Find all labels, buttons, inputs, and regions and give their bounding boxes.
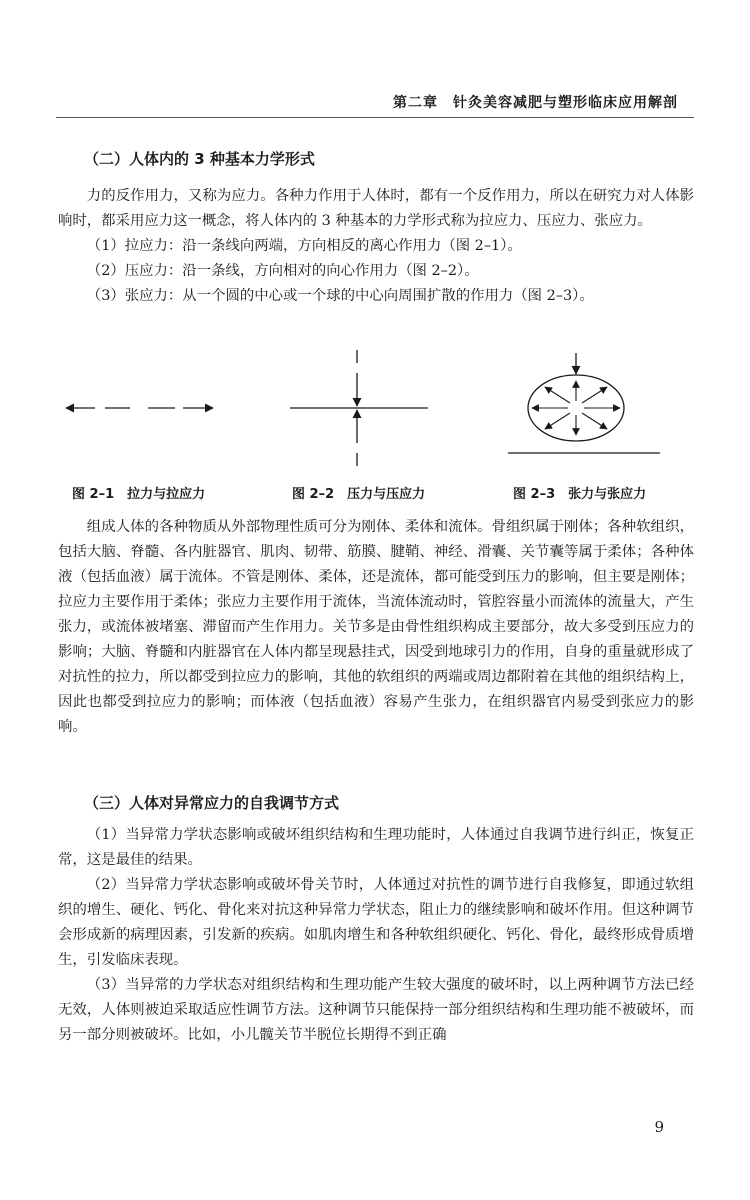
item-compressive-stress: （2）压应力：沿一条线，方向相对的向心作用力（图 2–2）。 <box>86 263 479 279</box>
fig3-arrow-upright <box>582 387 607 403</box>
figure-2-1-caption: 图 2–1 拉力与拉应力 <box>72 487 206 502</box>
figure-2-2-diagram <box>290 350 428 466</box>
page-number: 9 <box>654 1118 664 1136</box>
figure-2-3-diagram <box>508 353 660 453</box>
header-rule <box>56 117 694 118</box>
regulation-item-1: （1）当异常力学状态影响或破坏组织结构和生理功能时，人体通过自我调节进行纠正，恢复正常，这是最佳的结果。 <box>58 827 694 868</box>
section-title-3: （三）人体对异常应力的自我调节方式 <box>84 794 340 812</box>
figure-2-3-caption: 图 2–3 张力与张应力 <box>513 487 647 502</box>
regulation-item-3: （3）当异常的力学状态对组织结构和生理功能产生较大强度的破坏时，以上两种调节方法已经无效，人体则被迫采取适应性调节方法。这种调节只能保持一部分组织结构和生理功能不被破坏，而另一部分则被破坏。比如，小儿髋关节半脱位长期得不到正确 <box>58 977 694 1043</box>
section-3-text <box>58 823 694 1048</box>
fig3-arrow-downleft <box>545 413 570 429</box>
figure-2-2-caption: 图 2–2 压力与压应力 <box>292 487 426 502</box>
body-text <box>58 515 694 740</box>
item-tensile-stress: （1）拉应力：沿一条线向两端，方向相反的离心作用力（图 2–1）。 <box>86 238 522 254</box>
intro-paragraph: 力的反作用力，又称为应力。各种力作用于人体时，都有一个反作用力，所以在研究力对人体影响时，都采用应力这一概念，将人体内的 3 种基本的力学形式称为拉应力、压应力、张应力。 <box>58 188 694 229</box>
item-tension-stress: （3）张应力：从一个圆的中心或一个球的中心向周围扩散的作用力（图 2–3）。 <box>86 288 594 304</box>
regulation-item-2: （2）当异常力学状态影响或破坏骨关节时，人体通过对抗性的调节进行自我修复，即通过软组织的增生、硬化、钙化、骨化来对抗这种异常力学状态，阻止力的继续影响和破坏作用。但这种调节会形成新的病理因素，引发新的疾病。如肌肉增生和各种软组织硬化、钙化、骨化，最终形成骨质增生，引发临床表现。 <box>58 877 694 968</box>
fig3-arrow-upleft <box>545 387 570 403</box>
fig3-arrow-downright <box>582 413 607 429</box>
section-title-2: （二）人体内的 3 种基本力学形式 <box>84 150 315 168</box>
body-paragraph: 组成人体的各种物质从外部物理性质可分为刚体、柔体和流体。骨组织属于刚体；各种软组织，包括大脑、脊髓、各内脏器官、肌肉、韧带、筋膜、腱鞘、神经、滑囊、关节囊等属于柔体；各种体液（包括血液）属于流体。不管是刚体、柔体，还是流体，都可能受到压力的影响，但主要是刚体；拉应力主要作用于柔体；张应力主要作用于流体，当流体流动时，管腔容量小而流体的流量大，产生张力，或流体被堵塞、滞留而产生作用力。关节多是由骨性组织构成主要部分，故大多受到压应力的影响；大脑、脊髓和内脏器官在人体内都呈现悬挂式，因受到地球引力的作用，自身的重量就形成了对抗性的拉力，所以都受到拉应力的影响，其他的软组织的两端或周边都附着在其他的组织结构上，因此也都受到拉应力的影响；而体液（包括血液）容易产生张力，在组织器官内易受到张应力的影响。 <box>58 519 694 735</box>
section-2-text <box>58 184 694 309</box>
running-header: 第二章 针灸美容减肥与塑形临床应用解剖 <box>393 95 678 111</box>
